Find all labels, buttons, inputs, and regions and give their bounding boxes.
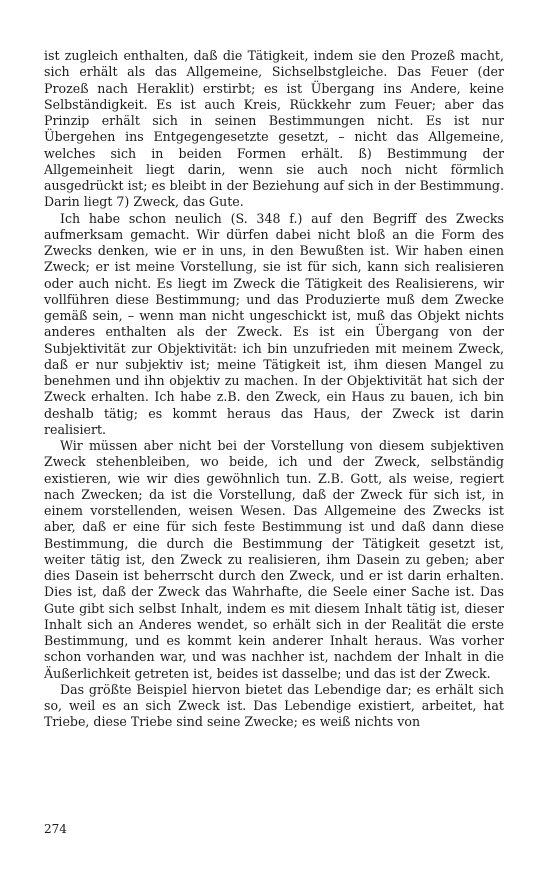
page-body	[44, 48, 504, 731]
paragraph-4: Das größte Beispiel hiervon bietet das Lebendige dar; es erhält sich so, weil es an sich Zweck ist. Das Lebendige existiert, arbeitet, hat Triebe, diese Triebe sind seine Zwecke; es weiß nichts von	[44, 681, 504, 730]
paragraph-1: ist zugleich enthalten, daß die Tätigkeit, indem sie den Prozeß macht, sich erhält als das Allgemeine, Sichselbstgleiche. Das Feuer (der Prozeß nach Heraklit) erstirbt; es ist Übergang ins Andere, keine Selbständigkeit. Es ist auch Kreis, Rückkehr zum Feuer; aber das Prinzip erhält sich in seinen Bestimmungen nicht. Es ist nur Übergehen ins Entgegengesetzte gesetzt, – nicht das Allgemeine, welches sich in beiden Formen erhält. ß) Bestimmung der Allgemeinheit liegt darin, wenn sie auch noch nicht förmlich ausgedrückt ist; es bleibt in der Beziehung auf sich in der Bestimmung. Darin liegt 7) Zweck, das Gute.	[44, 48, 504, 210]
page-number: 274	[44, 822, 67, 836]
paragraph-3: Wir müssen aber nicht bei der Vorstellung von diesem subjektiven Zweck stehenbleiben, wo beide, ich und der Zweck, selbständig existieren, wie wir dies gewöhnlich tun. Z.B. Gott, als weise, regiert nach Zwecken; da ist die Vorstellung, daß der Zweck für sich ist, in einem vorstellenden, weisen Wesen. Das Allgemeine des Zwecks ist aber, daß er eine für sich feste Bestimmung ist und daß dann diese Bestimmung, die durch die Bestimmung der Tätigkeit gesetzt ist, weiter tätig ist, den Zweck zu realisieren, ihm Dasein zu geben; aber dies Dasein ist beherrscht durch den Zweck, und er ist darin erhalten. Dies ist, daß der Zweck das Wahrhafte, die Seele einer Sache ist. Das Gute gibt sich selbst Inhalt, indem es mit diesem Inhalt tätig ist, dieser Inhalt sich an Anderes wendet, so erhält sich in der Realität die erste Bestimmung, und es kommt kein anderer Inhalt heraus. Was vorher schon vorhanden war, und was nachher ist, nachdem der Inhalt in die Äußerlichkeit getreten ist, beides ist dasselbe; und das ist der Zweck.	[44, 438, 504, 681]
paragraph-2: Ich habe schon neulich (S. 348 f.) auf den Begriff des Zwecks aufmerksam gemacht. Wir dürfen dabei nicht bloß an die Form des Zwecks denken, wie er in uns, in den Bewußten ist. Wir haben einen Zweck; er ist meine Vorstellung, sie ist für sich, kann sich realisieren oder auch nicht. Es liegt im Zweck die Tätigkeit des Realisierens, wir vollführen diese Bestimmung; und das Produzierte muß dem Zwecke gemäß sein, – wenn man nicht ungeschickt ist, muß das Objekt nichts anderes enthalten als der Zweck. Es ist ein Übergang von der Subjektivität zur Objektivität: ich bin unzufrieden mit meinem Zweck, daß er nur subjektiv ist; meine Tätigkeit ist, ihm diesen Mangel zu benehmen und ihn objektiv zu machen. In der Objektivität hat sich der Zweck erhalten. Ich habe z.B. den Zweck, ein Haus zu bauen, ich bin deshalb tätig; es kommt heraus das Haus, der Zweck ist darin realisiert.	[44, 210, 504, 437]
